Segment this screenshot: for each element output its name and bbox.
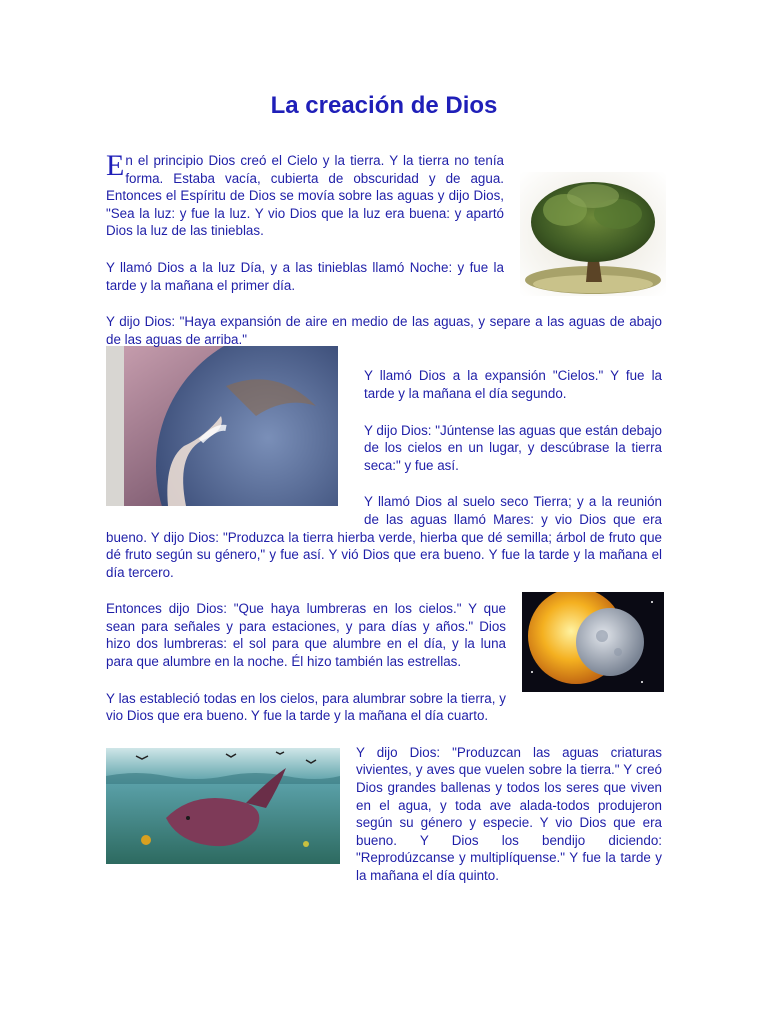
tree-image	[520, 172, 666, 296]
paragraph-6: Y llamó Dios al suelo seco Tierra; y a la reunión de las aguas llamó Mares: y vio Dios que era bueno. Y dijo Dios: "Produzca la tierra hierba verde, hierba que dé semilla; árbol de fruto que dé fruto según su género," y fue así. Y vió Dios que era bueno. Y fue la tarde y la mañana el día tercero.	[106, 494, 662, 580]
whale-sea-image	[106, 748, 340, 864]
paragraph-1-text: n el principio Dios creó el Cielo y la tierra. Y la tierra no tenía forma. Estaba vacía, cubierta de obscuridad y de agua. Entonces el Espíritu de Dios se movía sobre las aguas y dijo Dios, "Sea la luz: y fue la luz. Y vio Dios que la luz era buena: y apartó Dios la luz de las tinieblas.	[106, 153, 504, 239]
paragraph-5: Y dijo Dios: "Júntense las aguas que están debajo de los cielos en un lugar, y descúbrase la tierra seca:" y fue así.	[364, 422, 662, 473]
drop-cap: E	[106, 149, 125, 182]
paragraph-7: Entonces dijo Dios: "Que haya lumbreras en los cielos." Y que sean para señales y para estaciones, y para días y años." Dios hizo dos lumbreras: el sol para que alumbre en el día, y la luna para que alumbre en la noche. Él hizo también las estrellas.	[106, 601, 506, 670]
paragraph-8: Y las estableció todas en los cielos, para alumbrar sobre la tierra, y vio Dios que era bueno. Y fue la tarde y la mañana el día cuarto.	[106, 690, 506, 724]
sun-moon-image	[522, 592, 664, 692]
paragraph-4: Y llamó Dios a la expansión "Cielos." Y fue la tarde y la mañana el día segundo.	[364, 368, 662, 401]
paragraph-3: Y dijo Dios: "Haya expansión de aire en medio de las aguas, y separe a las aguas de abajo de las aguas de arriba."	[106, 314, 662, 347]
earth-space-image	[106, 346, 338, 506]
article-body	[106, 149, 662, 904]
page-title: La creación de Dios	[270, 92, 498, 119]
paragraph-2: Y llamó Dios a la luz Día, y a las tinieblas llamó Noche: y fue la tarde y la mañana el primer día.	[106, 259, 504, 293]
paragraph-9: Y dijo Dios: "Produzcan las aguas criaturas vivientes, y aves que vuelen sobre la tierra." Y creó Dios grandes ballenas y todos los seres que viven en el agua, y toda ave alada-todos produjeron según su género y especie. Y vio Dios que era bueno. Y Dios los bendijo diciendo: "Reprodúzcanse y multiplíquense." Y fue la tarde y la mañana el día quinto.	[356, 744, 662, 883]
